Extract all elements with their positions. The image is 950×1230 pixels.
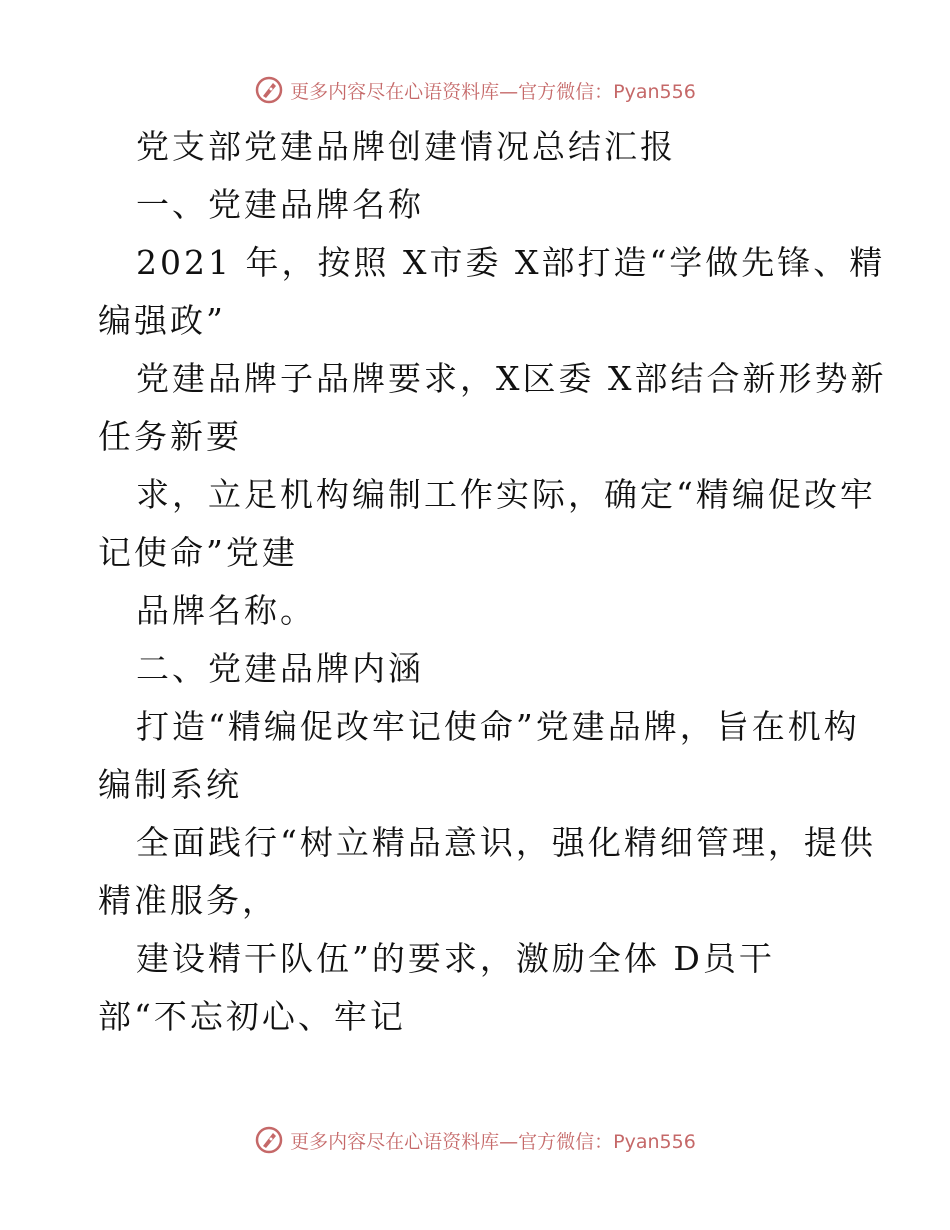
banner-text: 更多内容尽在心语资料库—官方微信：Pyan556 xyxy=(290,1130,696,1153)
document-title: 党支部党建品牌创建情况总结汇报 xyxy=(136,127,676,166)
paragraph-line: 品牌名称。 xyxy=(136,591,316,630)
paragraph-line: 精准服务， xyxy=(98,881,278,920)
paragraph-line: 全面践行“树立精品意识，强化精细管理，提供 xyxy=(136,823,876,862)
header-banner xyxy=(0,70,950,110)
pen-nib-circle-icon xyxy=(254,75,284,105)
section-heading-1: 一、党建品牌名称 xyxy=(136,185,424,224)
banner-text: 更多内容尽在心语资料库—官方微信：Pyan556 xyxy=(290,80,696,103)
document-body xyxy=(98,118,887,1046)
paragraph-line: 建设精干队伍”的要求，激励全体 D员干 xyxy=(136,939,775,978)
paragraph-line: 部“不忘初心、牢记 xyxy=(98,997,406,1036)
paragraph-line: 任务新要 xyxy=(98,417,242,456)
paragraph-line: 2021 年，按照 X市委 X部打造“学做先锋、精 xyxy=(136,243,886,282)
pen-nib-circle-icon xyxy=(254,1125,284,1155)
paragraph-line: 打造“精编促改牢记使命”党建品牌，旨在机构 xyxy=(136,707,860,746)
wechat-handle: Pyan556 xyxy=(613,80,696,103)
paragraph-line: 求，立足机构编制工作实际，确定“精编促改牢 xyxy=(136,475,876,514)
paragraph-line: 编强政” xyxy=(98,301,226,340)
paragraph-line: 编制系统 xyxy=(98,765,242,804)
section-heading-2: 二、党建品牌内涵 xyxy=(136,649,424,688)
wechat-handle: Pyan556 xyxy=(613,1130,696,1153)
footer-banner xyxy=(0,1120,950,1160)
paragraph-line: 党建品牌子品牌要求，X区委 X部结合新形势新 xyxy=(136,359,887,398)
paragraph-line: 记使命”党建 xyxy=(98,533,298,572)
